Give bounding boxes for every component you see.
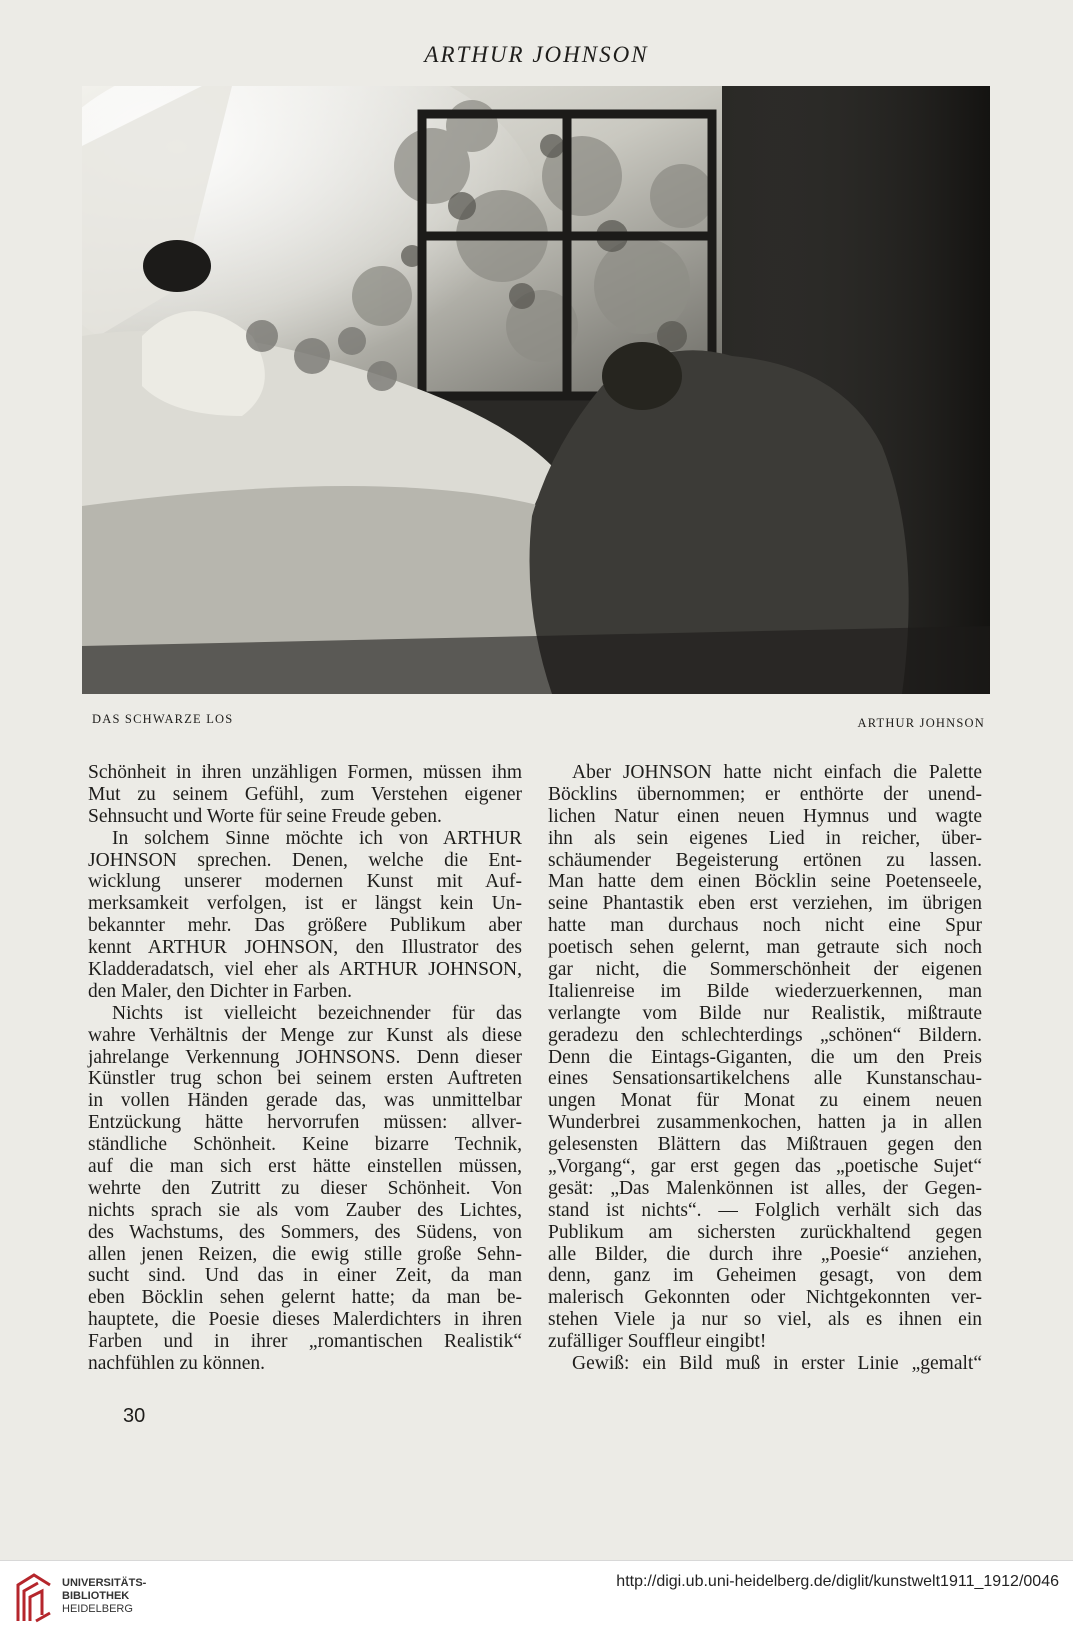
permalink-url[interactable]: http://digi.ub.uni-heidelberg.de/diglit/kunstwelt1911_1912/0046 (616, 1573, 1059, 1590)
painting-image (82, 86, 990, 694)
library-name (62, 1577, 146, 1616)
text-line: Farben und in ihrer „romantischen Realistik“ (88, 1331, 522, 1353)
text-line: hauptete, die Poesie dieses Malerdichters in ihren (88, 1309, 522, 1331)
text-line: zufälliger Souffleur eingibt! (548, 1331, 767, 1353)
text-line: bekannter mehr. Das größere Publikum aber (88, 915, 522, 937)
text-line: seine Phantastik eben erst verziehen, im übrigen (548, 893, 982, 915)
text-column-right (548, 762, 982, 1375)
text-line: lichen Natur einen neuen Hymnus und wagte (548, 805, 982, 827)
text-line: Italienreise im Bilde wiederzuerkennen, man (548, 980, 982, 1002)
text-line: JOHNSON sprechen. Denen, welche die Ent- (88, 849, 522, 871)
text-line: eines Sensationsartikelchens alle Kunstanschau- (548, 1068, 982, 1090)
text-line: Sehnsucht und Worte für seine Freude geben. (88, 805, 442, 827)
running-head: ARTHUR JOHNSON (424, 42, 649, 67)
text-line: Böcklins übernommen; er enthörte der unend- (548, 783, 982, 805)
text-line: hatte man durchaus noch nicht eine Spur (548, 915, 982, 937)
text-line: jahrelange Verkennung JOHNSONS. Denn dieser (88, 1046, 522, 1068)
text-line: den Maler, den Dichter in Farben. (88, 980, 353, 1002)
text-line: in vollen Händen gerade das, was unmittelbar (88, 1090, 522, 1112)
text-line: Schönheit in ihren unzähligen Formen, müssen ihm (88, 762, 522, 783)
viewer-footer (0, 1560, 1073, 1638)
text-line: des Wachstums, des Sommers, des Südens, von (88, 1221, 522, 1243)
library-logo-icon (12, 1571, 56, 1627)
text-line: sucht sind. Und das in einer Zeit, da man (88, 1265, 522, 1287)
text-line: eben Böcklin sehen gelernt hatte; da man be- (88, 1287, 522, 1309)
text-line: denn, ganz im Geheimen gesagt, von dem (548, 1265, 982, 1287)
library-line: HEIDELBERG (62, 1603, 133, 1615)
painting-plate (82, 86, 990, 694)
text-line: „Vorgang“, gar erst gegen das „poetische Sujet“ (548, 1156, 982, 1178)
page-number: 30 (123, 1405, 146, 1427)
text-line: allen jenen Reizen, die ewig stille große Sehn- (88, 1243, 522, 1265)
text-line: wicklung unserer modernen Kunst mit Auf- (88, 871, 522, 893)
text-line: gelesensten Blättern das Mißtrauen gegen den (548, 1134, 982, 1156)
text-line: ihn als sein eigenes Lied in reicher, über- (548, 827, 982, 849)
plate-artist: ARTHUR JOHNSON (857, 716, 985, 730)
text-line: Publikum am sichersten zurückhaltend gegen (548, 1221, 982, 1243)
library-line: UNIVERSITÄTS- (62, 1577, 147, 1589)
text-line: verlangte vom Bilde nur Realistik, mißtraute (548, 1002, 982, 1024)
text-line: In solchem Sinne möchte ich von ARTHUR (112, 827, 522, 849)
text-column-left (88, 762, 522, 1375)
library-line: BIBLIOTHEK (62, 1590, 130, 1602)
text-line: ungen Monat für Monat zu einem neuen (548, 1090, 982, 1112)
text-line: Aber JOHNSON hatte nicht einfach die Palette (572, 762, 982, 783)
text-line: Künstler trug schon bei seinem ersten Auftreten (88, 1068, 522, 1090)
text-line: poetisch sehen gelernt, man getraute sich noch (548, 937, 982, 959)
text-line: merksamkeit verfolgen, ist er längst kein Un- (88, 893, 522, 915)
text-line: wehrte den Zutritt zu dieser Schönheit. Von (88, 1177, 522, 1199)
text-line: Man hatte dem einen Böcklin seine Poetenseele, (548, 871, 982, 893)
text-line: Nichts ist vielleicht bezeichnender für das (112, 1002, 522, 1024)
text-line: Denn die Eintags-Giganten, die um den Preis (548, 1046, 982, 1068)
text-line: ständliche Schönheit. Keine bizarre Technik, (88, 1134, 522, 1156)
text-line: Wunderbrei zusammenkochen, hatten ja in allen (548, 1112, 982, 1134)
text-line: alle Bilder, die durch ihre „Poesie“ anziehen, (548, 1243, 982, 1265)
text-line: Gewiß: ein Bild muß in erster Linie „gemalt“ (572, 1353, 982, 1375)
text-line: malerisch Gekonnten oder Nichtgekonnten ver- (548, 1287, 982, 1309)
text-line: nichts sprach sie als vom Zauber des Lichtes, (88, 1199, 522, 1221)
text-line: geradezu den schlechterdings „schönen“ Bildern. (548, 1024, 982, 1046)
text-line: nachfühlen zu können. (88, 1353, 266, 1375)
text-line: Kladderadatsch, viel eher als ARTHUR JOHNSON, (88, 959, 522, 981)
text-line: gar nicht, die Sommerschönheit der eigenen (548, 959, 982, 981)
text-line: kennt ARTHUR JOHNSON, den Illustrator des (88, 937, 522, 959)
text-line: Entzückung hätte hervorrufen müssen: allver- (88, 1112, 522, 1134)
text-line: schäumender Begeisterung ertönen zu lassen. (548, 849, 982, 871)
text-line: stehen Viele ja nur so viel, als es ihnen ein (548, 1309, 982, 1331)
text-line: auf die man sich erst hätte einstellen müssen, (88, 1156, 522, 1178)
text-line: stand ist nichts“. — Folglich verhält sich das (548, 1199, 982, 1221)
text-line: wahre Verhältnis der Menge zur Kunst als diese (88, 1024, 522, 1046)
text-line: Mut zu seinem Gefühl, zum Verstehen eigener (88, 783, 522, 805)
text-line: gesät: „Das Malenkönnen ist alles, der Gegen- (548, 1177, 982, 1199)
plate-title: DAS SCHWARZE LOS (92, 712, 234, 726)
